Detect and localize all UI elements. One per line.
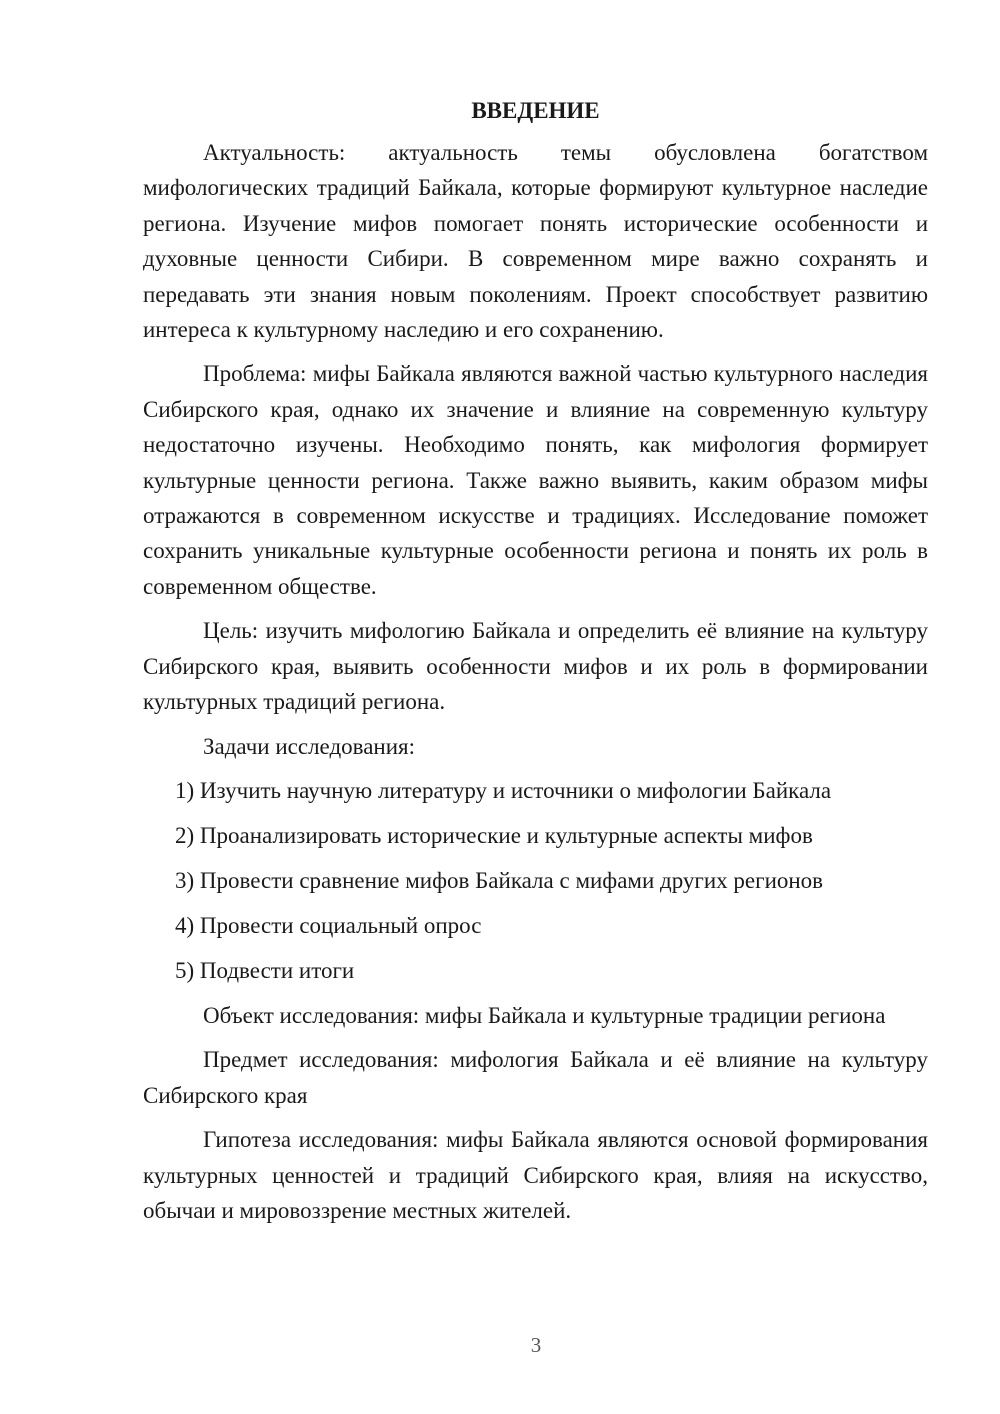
page-number: 3 — [530, 1333, 542, 1357]
problem-paragraph: Проблема: мифы Байкала являются важной частью культурного наследия Сибирского края, однако их значение и влияние на современную культуру недостаточно изучены. Необходимо понять, как мифология формирует культурные ценности региона. Также важно выявить, каким образом мифы отражаются в современном искусстве и традициях. Исследование поможет сохранить уникальные культурные особенности региона и понять их роль в современном обществе. — [143, 361, 928, 599]
subject-paragraph: Предмет исследования: мифология Байкала и её влияние на культуру Сибирского края — [143, 1047, 928, 1108]
task-item: 1) Изучить научную литературу и источники о мифологии Байкала — [175, 777, 832, 803]
task-item: 4) Провести социальный опрос — [175, 912, 482, 938]
relevance-paragraph: Актуальность: актуальность темы обусловлена богатством мифологических традиций Байкала, которые формируют культурное наследие региона. Изучение мифов помогает понять исторические особенности и духовные ценности Сибири. В современном мире важно сохранять и передавать эти знания новым поколениям. Проект способствует развитию интереса к культурному наследию и его сохранению. — [143, 140, 928, 343]
goal-paragraph: Цель: изучить мифологию Байкала и определить её влияние на культуру Сибирского края, выявить особенности мифов и их роль в формировании культурных традиций региона. — [143, 618, 928, 715]
tasks-list — [143, 773, 928, 988]
tasks-label: Задачи исследования: — [203, 733, 416, 759]
page-title: ВВЕДЕНИЕ — [471, 98, 600, 123]
object-paragraph: Объект исследования: мифы Байкала и культурные традиции региона — [203, 1002, 886, 1028]
document-page — [143, 93, 928, 1237]
task-item: 3) Провести сравнение мифов Байкала с мифами других регионов — [175, 867, 824, 893]
task-item: 2) Проанализировать исторические и культурные аспекты мифов — [175, 822, 813, 848]
hypothesis-paragraph: Гипотеза исследования: мифы Байкала являются основой формирования культурных ценностей и традиций Сибирского края, влияя на искусство, обычаи и мировоззрение местных жителей. — [143, 1127, 928, 1223]
task-item: 5) Подвести итоги — [175, 957, 355, 983]
